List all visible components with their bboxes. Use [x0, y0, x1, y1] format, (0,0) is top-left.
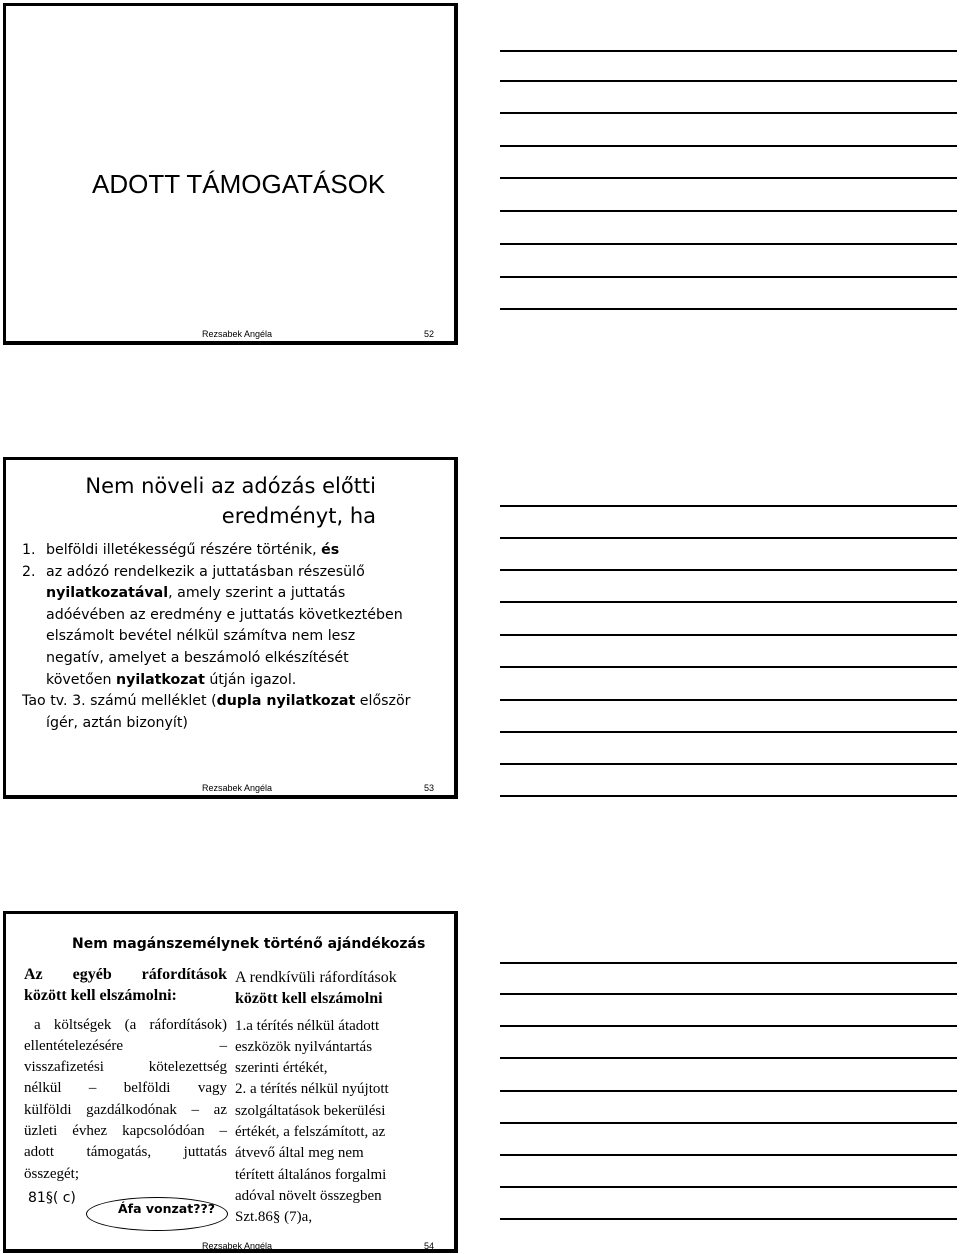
right-line: 1.a térítés nélkül átadott	[235, 1017, 380, 1034]
right-heading-line-1: A rendkívüli ráfordítások	[235, 969, 397, 986]
left-line: visszafizetési kötelezettség	[24, 1059, 227, 1076]
right-line: szerinti értékét,	[235, 1060, 328, 1077]
note-line	[500, 795, 957, 797]
right-line: térített általános forgalmi	[235, 1166, 387, 1183]
list-item-line: elszámolt bevétel nélkül számítva nem lesz	[46, 628, 356, 645]
left-line: ellentételezésére –	[24, 1037, 227, 1054]
slide-title-line-2: eredményt, ha	[221, 504, 376, 528]
note-line	[500, 601, 957, 603]
note-line	[500, 1090, 957, 1092]
right-line: eszközök nyilvántartás	[235, 1038, 373, 1055]
footer-author: Rezsabek Angéla	[202, 783, 273, 793]
note-line	[500, 569, 957, 571]
right-line: szolgáltatások bekerülési	[235, 1102, 386, 1119]
right-line: értékét, a felszámított, az	[235, 1124, 386, 1141]
left-heading-line-1: Az egyéb ráfordítások	[24, 966, 227, 983]
note-line	[500, 962, 957, 964]
slide-title: Nem magánszemélynek történő ajándékozás	[72, 936, 426, 952]
note-line	[500, 731, 957, 733]
list-item: 2. az adózó rendelkezik a juttatásban részesülő	[22, 563, 365, 580]
left-column	[24, 964, 227, 1185]
right-heading-line-2: között kell elszámolni	[235, 990, 383, 1008]
note-line	[500, 276, 957, 278]
list-item-line: negatív, amelyet a beszámoló elkészítését	[46, 649, 349, 666]
left-heading-line-2: között kell elszámolni:	[24, 987, 177, 1005]
note-line	[500, 1025, 957, 1027]
left-line: adott támogatás, juttatás	[24, 1144, 227, 1161]
left-line: összegét;	[24, 1165, 79, 1182]
note-line	[500, 1122, 957, 1124]
footer-page-number: 53	[424, 783, 435, 793]
note-line	[500, 80, 957, 82]
list-item-line: követően nyilatkozat útján igazol.	[46, 671, 297, 688]
left-line: üzleti évhez kapcsolódóan –	[24, 1123, 227, 1140]
slide-title: ADOTT TÁMOGATÁSOK	[92, 169, 386, 199]
right-line: adóval növelt összegben	[235, 1187, 382, 1204]
slide-title	[66, 471, 376, 531]
note-line	[500, 308, 957, 310]
note-line	[500, 763, 957, 765]
note-line	[500, 177, 957, 179]
left-line: külföldi gazdálkodónak – az	[24, 1101, 227, 1118]
note-line	[500, 210, 957, 212]
note-line	[500, 1218, 957, 1220]
note-line	[500, 112, 957, 114]
note-line	[500, 243, 957, 245]
footer-author: Rezsabek Angéla	[202, 329, 273, 339]
note-line	[500, 699, 957, 701]
right-line: 2. a térítés nélkül nyújtott	[235, 1081, 389, 1098]
right-column	[235, 967, 450, 1229]
note-line	[500, 50, 957, 52]
slide-53	[3, 457, 458, 799]
note-line: ígér, aztán bizonyít)	[46, 714, 188, 731]
note-line	[500, 1057, 957, 1059]
note: Tao tv. 3. számú melléklet (dupla nyilatkozat először	[22, 693, 411, 710]
right-line: átvevő által meg nem	[235, 1145, 364, 1162]
slide-52	[3, 3, 458, 345]
note-line	[500, 666, 957, 668]
slide-54	[3, 911, 458, 1253]
footer-author: Rezsabek Angéla	[202, 1241, 273, 1251]
slide-body	[22, 540, 452, 734]
slide-title-line-1: Nem növeli az adózás előtti	[85, 474, 376, 498]
list-item: 1. belföldi illetékességű részére történik, és	[22, 542, 340, 558]
note-line	[500, 1154, 957, 1156]
note-line	[500, 537, 957, 539]
right-line: Szt.86§ (7)a,	[235, 1209, 313, 1226]
note-line	[500, 1186, 957, 1188]
footer-page-number: 54	[424, 1241, 435, 1251]
footer-page-number: 52	[424, 329, 435, 339]
callout-text: Áfa vonzat???	[118, 1201, 215, 1216]
list-item-line: nyilatkozatával, amely szerint a juttatás	[46, 585, 346, 602]
note-line	[500, 505, 957, 507]
note-line	[500, 634, 957, 636]
note-line	[500, 145, 957, 147]
left-line: a költségek (a ráfordítások)	[34, 1016, 227, 1033]
legal-reference: 81§( c)	[28, 1190, 76, 1206]
note-line	[500, 993, 957, 995]
list-item-line: adóévében az eredmény e juttatás következtében	[46, 606, 403, 623]
left-line: nélkül – belföldi vagy	[24, 1080, 227, 1097]
